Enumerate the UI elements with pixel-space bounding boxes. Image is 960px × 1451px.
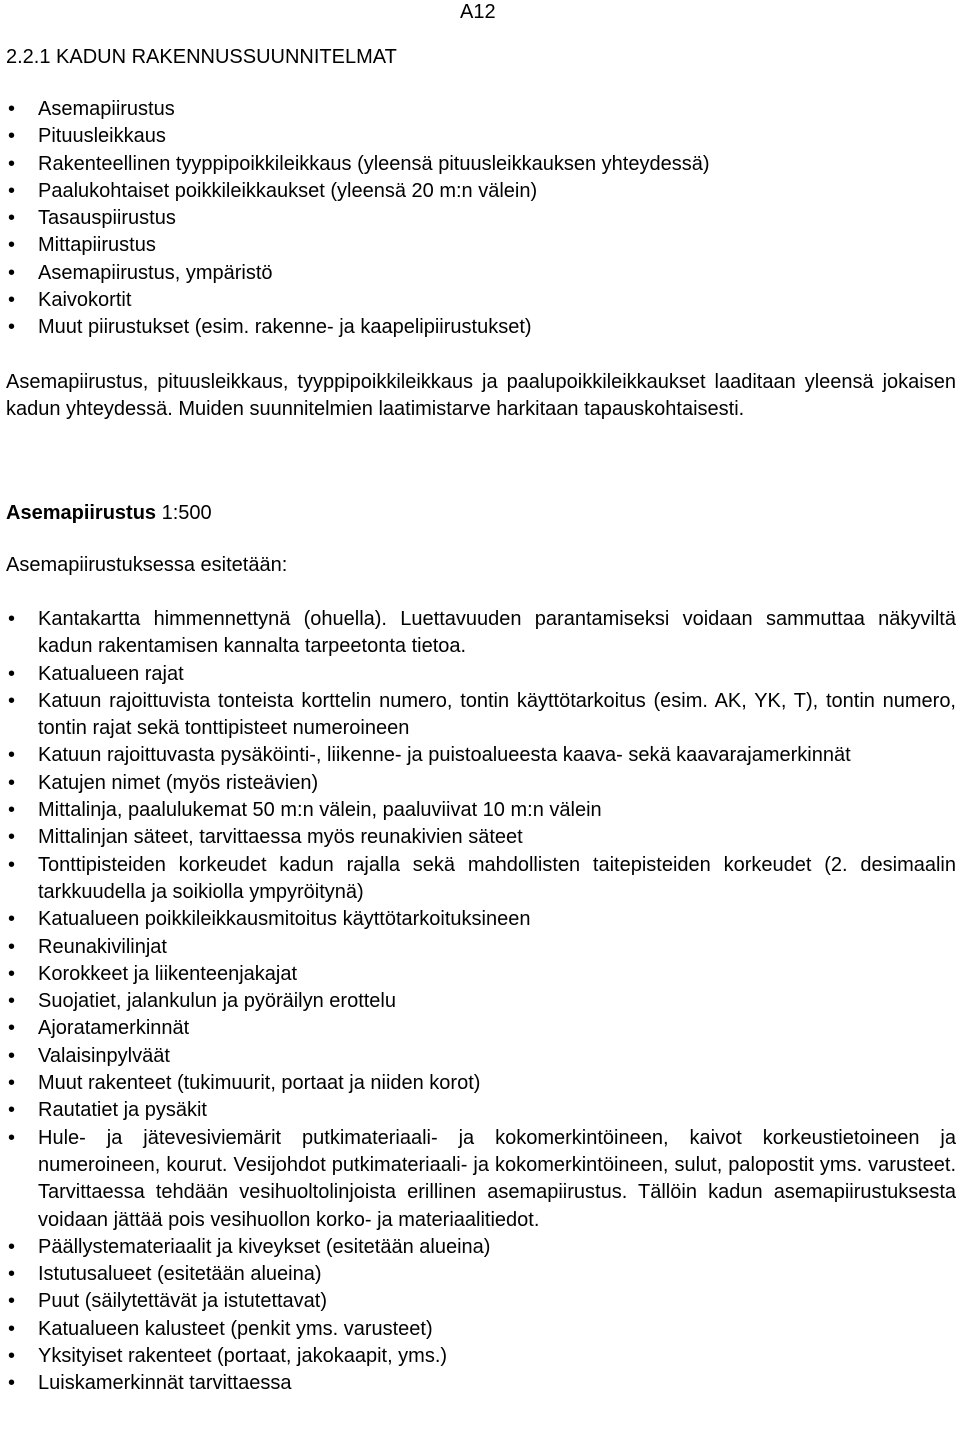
list-item [0, 1316, 960, 1343]
list-item [0, 824, 960, 851]
bullet-icon: • [8, 608, 16, 630]
list-item-text: Yksityiset rakenteet (portaat, jakokaapit, yms.) [38, 1345, 448, 1368]
bullet-icon: • [8, 689, 16, 712]
list-item [0, 260, 960, 287]
list-item-text: Mittapiirustus [38, 234, 156, 257]
bullet-icon: • [8, 1072, 16, 1095]
subsection-scale: 1:500 [156, 502, 212, 524]
list-item-text: Rautatiet ja pysäkit [38, 1099, 207, 1122]
list-item-text: Katuun rajoittuvasta pysäköinti-, liikenne- ja puistoalueesta kaava- sekä kaavarajamerkinnät [38, 744, 851, 767]
list-item-text: Muut rakenteet (tukimuurit, portaat ja niiden korot) [38, 1072, 481, 1095]
list-item-text: Istutusalueet (esitetään alueina) [38, 1263, 322, 1286]
list-item-text: Katuun rajoittuvista tonteista korttelin numero, tontin käyttötarkoitus (esim. AK, YK, T), tontin numero, tontin rajat sekä tonttipisteet numeroineen [38, 689, 956, 740]
list-item [0, 1234, 960, 1261]
bullet-icon: • [8, 1099, 16, 1122]
list-item-text: Ajoratamerkinnät [38, 1017, 190, 1040]
list-item-text: Asemapiirustus, ympäristö [38, 261, 273, 284]
bullet-icon: • [8, 1263, 16, 1286]
bullet-icon: • [8, 234, 16, 257]
list-item-text: Kaivokortit [38, 289, 132, 312]
intro-paragraph: Asemapiirustus, pituusleikkaus, tyyppipoikkileikkaus ja paalupoikkileikkaukset laaditaan yleensä jokaisen kadun yhteydessä. Muiden suunnitelmien laatimistarve harkitaan tapauskohtaisesti. [6, 371, 956, 421]
bullet-icon: • [8, 935, 16, 958]
list-item [0, 934, 960, 961]
list-item [0, 178, 960, 205]
bullet-icon: • [8, 1290, 16, 1313]
bullet-icon: • [8, 990, 16, 1013]
bullet-icon: • [8, 853, 16, 876]
bullet-icon: • [8, 1235, 16, 1258]
list-item [0, 1070, 960, 1097]
list-item [0, 688, 960, 743]
bullet-icon: • [8, 1345, 16, 1368]
list-item [0, 1261, 960, 1288]
bullet-icon: • [8, 662, 16, 685]
list-item [0, 988, 960, 1015]
list-item [0, 1125, 960, 1234]
list-item-text: Rakenteellinen tyyppipoikkileikkaus (yleensä pituusleikkauksen yhteydessä) [38, 152, 710, 175]
bullet-icon: • [8, 98, 16, 120]
list-item [0, 1343, 960, 1370]
list-item [0, 205, 960, 232]
list-item [0, 661, 960, 688]
bullet-icon: • [8, 908, 16, 931]
list-item [0, 961, 960, 988]
bullet-icon: • [8, 1317, 16, 1340]
list-item-text: Suojatiet, jalankulun ja pyöräilyn erottelu [38, 990, 396, 1013]
list-item [0, 1043, 960, 1070]
bullet-icon: • [8, 289, 16, 312]
list-item-text: Mittalinjan säteet, tarvittaessa myös reunakivien säteet [38, 826, 523, 849]
bullet-icon: • [8, 125, 16, 148]
site-plan-contents-list [0, 606, 960, 1398]
list-item-text: Mittalinja, paalulukemat 50 m:n välein, paaluviivat 10 m:n välein [38, 799, 602, 822]
subsection-title: Asemapiirustus [6, 502, 157, 524]
bullet-icon: • [8, 1126, 16, 1149]
list-item [0, 1370, 960, 1397]
list-item [0, 1288, 960, 1315]
list-item [0, 606, 960, 661]
list-item-text: Päällystemateriaalit ja kiveykset (esitetään alueina) [38, 1235, 491, 1258]
bullet-icon: • [8, 744, 16, 767]
list-item-text: Hule- ja jätevesiviemärit putkimateriaali- ja kokomerkintöineen, kaivot korkeustietoineen ja numeroineen, kourut. Vesijohdot putkimateriaali- ja kokomerkintöineen, sulut, palopostit yms. varusteet. Tarvittaessa tehdään vesihuoltolinjoista erillinen asemapiirustus. Tällöin kadun asemapiirustuksesta voidaan jättää pois vesihuollon korko- ja materiaalitiedot. [38, 1126, 956, 1231]
list-item-text: Katualueen rajat [38, 662, 184, 685]
list-item-text: Tonttipisteiden korkeudet kadun rajalla sekä mahdollisten taitepisteiden korkeudet (2. desimaalin tarkkuudella ja soikiolla ympyröitynä) [38, 853, 956, 903]
list-item-text: Asemapiirustus [38, 98, 175, 120]
list-item [0, 314, 960, 341]
bullet-icon: • [8, 1044, 16, 1067]
bullet-icon: • [8, 152, 16, 175]
list-item [0, 151, 960, 178]
bullet-icon: • [8, 771, 16, 794]
list-item [0, 96, 960, 123]
list-item-text: Tasauspiirustus [38, 207, 176, 230]
list-item [0, 232, 960, 259]
list-item [0, 852, 960, 907]
list-item [0, 1015, 960, 1042]
bullet-icon: • [8, 799, 16, 822]
list-item-text: Katualueen poikkileikkausmitoitus käyttötarkoituksineen [38, 908, 531, 931]
list-item [0, 123, 960, 150]
list-item [0, 287, 960, 314]
list-item-text: Kantakartta himmennettynä (ohuella). Luettavuuden parantamiseksi voidaan sammuttaa näkyviltä kadun rakentamisen kannalta tarpeetonta tietoa. [38, 608, 956, 658]
list-item-text: Paalukohtaiset poikkileikkaukset (yleensä 20 m:n välein) [38, 179, 538, 202]
page-number-label: A12 [460, 1, 496, 23]
list-item-text: Puut (säilytettävät ja istutettavat) [38, 1290, 328, 1313]
bullet-icon: • [8, 316, 16, 339]
list-item-text: Reunakivilinjat [38, 935, 167, 958]
list-item-text: Korokkeet ja liikenteenjakajat [38, 962, 298, 985]
list-item-text: Katujen nimet (myös risteävien) [38, 771, 319, 794]
bullet-icon: • [8, 207, 16, 230]
drawing-types-list [0, 96, 960, 342]
list-item-text: Muut piirustukset (esim. rakenne- ja kaapelipiirustukset) [38, 316, 532, 339]
bullet-icon: • [8, 261, 16, 284]
content-intro: Asemapiirustuksessa esitetään: [6, 554, 288, 576]
bullet-icon: • [8, 962, 16, 985]
bullet-icon: • [8, 179, 16, 202]
subsection-heading [6, 500, 212, 527]
list-item-text: Valaisinpylväät [38, 1044, 170, 1067]
list-item [0, 742, 960, 769]
list-item-text: Katualueen kalusteet (penkit yms. varusteet) [38, 1317, 433, 1340]
list-item-text: Luiskamerkinnät tarvittaessa [38, 1372, 292, 1395]
list-item [0, 797, 960, 824]
bullet-icon: • [8, 1017, 16, 1040]
bullet-icon: • [8, 1372, 16, 1395]
list-item [0, 906, 960, 933]
list-item-text: Pituusleikkaus [38, 125, 166, 148]
bullet-icon: • [8, 826, 16, 849]
list-item [0, 1097, 960, 1124]
section-heading: 2.2.1 KADUN RAKENNUSSUUNNITELMAT [6, 46, 397, 68]
list-item [0, 770, 960, 797]
